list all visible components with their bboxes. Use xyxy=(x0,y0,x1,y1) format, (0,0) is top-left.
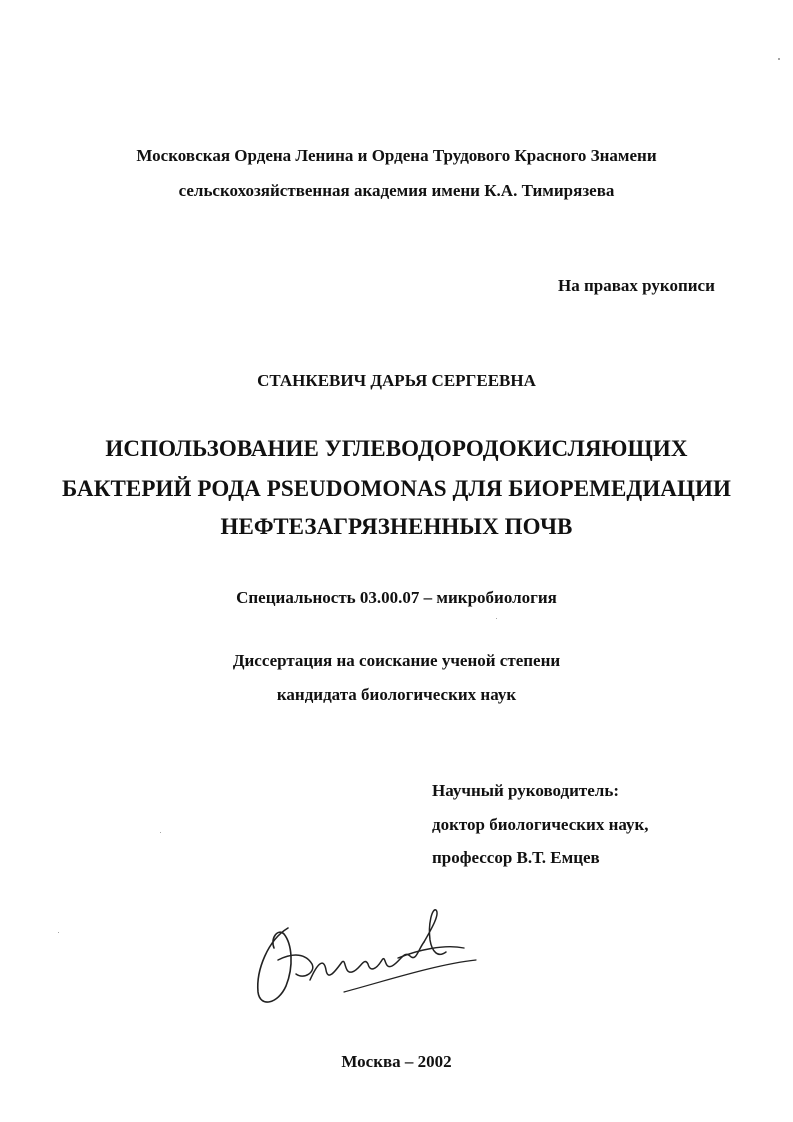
author-name: СТАНКЕВИЧ ДАРЬЯ СЕРГЕЕВНА xyxy=(257,371,536,390)
scan-speck xyxy=(58,932,59,933)
city-year: Москва – 2002 xyxy=(341,1052,452,1071)
supervisor-label: Научный руководитель: xyxy=(432,781,619,800)
institution-line-2: сельскохозяйственная академия имени К.А. Тимирязева xyxy=(178,181,615,200)
degree-line-1: Диссертация на соискание ученой степени xyxy=(232,651,561,670)
scan-speck xyxy=(160,832,161,833)
author-signature xyxy=(248,900,488,1020)
manuscript-note: На правах рукописи xyxy=(558,276,715,295)
degree-line-2: кандидата биологических наук xyxy=(276,685,517,704)
specialty: Специальность 03.00.07 – микробиология xyxy=(236,588,557,607)
supervisor-degree: доктор биологических наук, xyxy=(432,815,649,834)
title-line-3: НЕФТЕЗАГРЯЗНЕННЫХ ПОЧВ xyxy=(220,514,573,539)
scan-speck xyxy=(496,618,497,619)
supervisor-name: профессор В.Т. Емцев xyxy=(432,848,600,867)
title-line-1: ИСПОЛЬЗОВАНИЕ УГЛЕВОДОРОДОКИСЛЯЮЩИХ xyxy=(105,436,688,461)
scan-speck xyxy=(778,58,780,60)
title-line-2: БАКТЕРИЙ РОДА PSEUDOMONAS ДЛЯ БИОРЕМЕДИАЦИИ xyxy=(62,476,731,501)
institution-line-1: Московская Ордена Ленина и Ордена Трудового Красного Знамени xyxy=(136,146,657,165)
